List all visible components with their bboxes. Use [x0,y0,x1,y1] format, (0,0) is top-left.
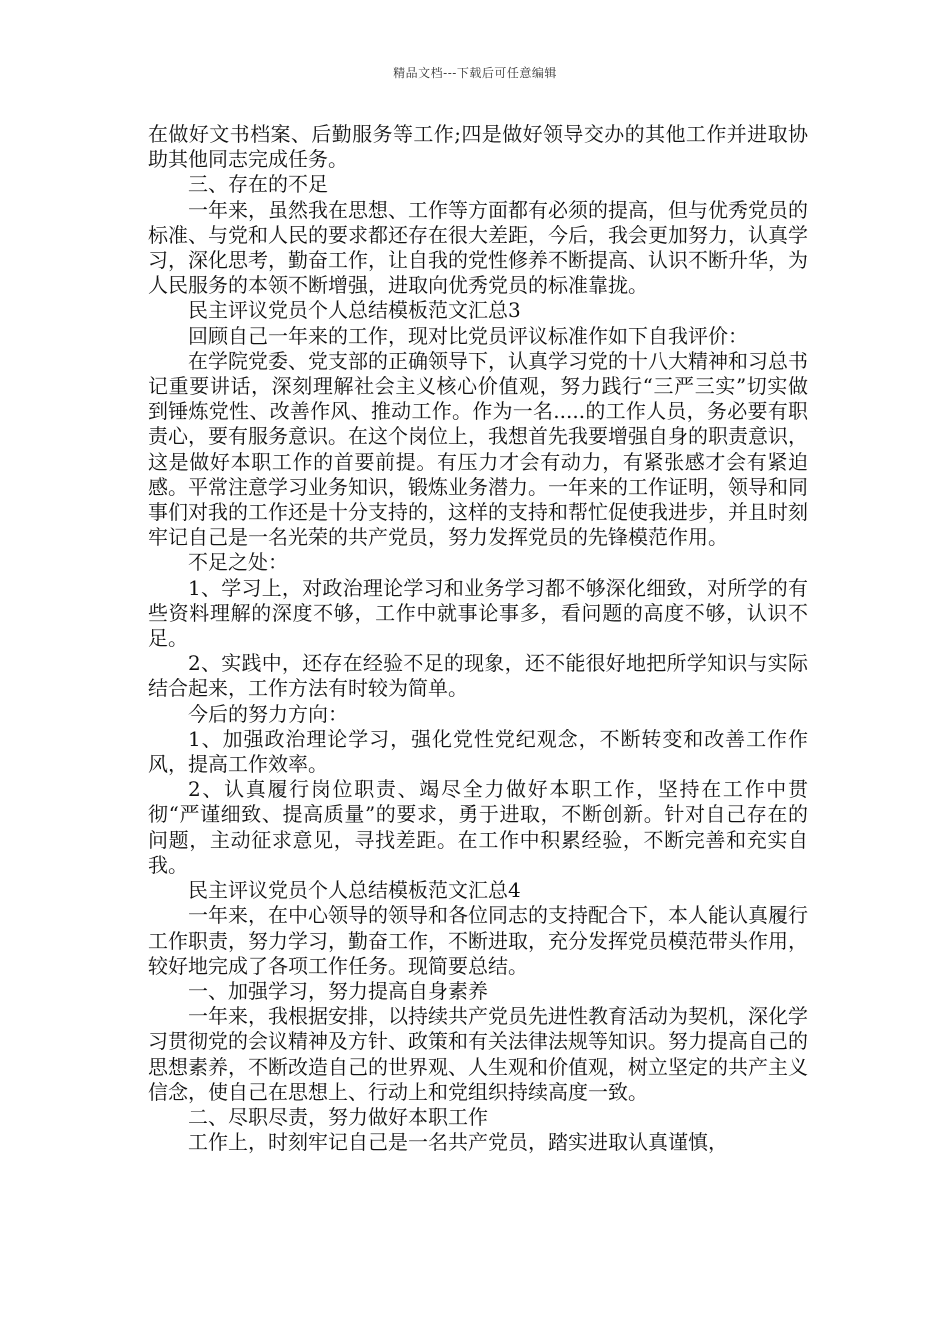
section-heading: 民主评议党员个人总结模板范文汇总3 [188,298,521,323]
paragraph: 一年来，虽然我在思想、工作等方面都有必须的提高，但与优秀党员的标准、与党和人民的要求都还存在很大差距，今后，我会更加努力，认真学习，深化思考，勤奋工作，让自我的党性修养不断提高、认识不断升华，为人民服务的本领不断增强，进取向优秀党员的标准靠拢。 [148,197,808,298]
section-heading: 不足之处： [188,550,288,575]
paragraph: 工作上，时刻牢记自己是一名共产党员，踏实进取认真谨慎， [188,1130,728,1155]
section-heading: 民主评议党员个人总结模板范文汇总4 [188,878,521,903]
list-item: 1、加强政治理论学习，强化党性党纪观念，不断转变和改善工作作风，提高工作效率。 [148,726,808,777]
section-heading: 今后的努力方向： [188,701,348,726]
section-heading: 二、尽职尽责，努力做好本职工作 [188,1104,488,1129]
paragraph: 在做好文书档案、后勤服务等工作;四是做好领导交办的其他工作并进取协助其他同志完成任务。 [148,122,808,172]
section-heading: 一、加强学习，努力提高自身素养 [188,978,488,1003]
paragraph: 一年来，我根据安排，以持续共产党员先进性教育活动为契机，深化学习贯彻党的会议精神及方针、政策和有关法律法规等知识。努力提高自己的思想素养，不断改造自己的世界观、人生观和价值观，树立坚定的共产主义信念，使自己在思想上、行动上和党组织持续高度一致。 [148,1004,808,1104]
document-body [148,122,808,1155]
section-heading: 三、存在的不足 [188,172,328,197]
paragraph: 在学院党委、党支部的正确领导下，认真学习党的十八大精神和习总书记重要讲话，深刻理解社会主义核心价值观，努力践行“三严三实”切实做到锤炼党性、改善作风、推动工作。作为一名.....的工作人员，务必要有职责心，要有服务意识。在这个岗位上，我想首先我要增强自身的职责意识，这是做好本职工作的首要前提。有压力才会有动力，有紧张感才会有紧迫感。平常注意学习业务知识，锻炼业务潜力。一年来的工作证明，领导和同事们对我的工作还是十分支持的，这样的支持和帮忙促使我进步，并且时刻牢记自己是一名光荣的共产党员，努力发挥党员的先锋模范作用。 [148,348,808,550]
list-item: 2、认真履行岗位职责、竭尽全力做好本职工作，坚持在工作中贯彻“严谨细致、提高质量”的要求，勇于进取，不断创新。针对自己存在的问题，主动征求意见，寻找差距。在工作中积累经验，不断完善和充实自我。 [148,777,808,877]
paragraph: 一年来，在中心领导的领导和各位同志的支持配合下，本人能认真履行工作职责，努力学习，勤奋工作，不断进取，充分发挥党员模范带头作用，较好地完成了各项工作任务。现简要总结。 [148,903,808,978]
paragraph: 回顾自己一年来的工作，现对比党员评议标准作如下自我评价： [188,323,748,348]
page-header: 精品文档---下载后可任意编辑 [393,66,557,80]
list-item: 1、学习上，对政治理论学习和业务学习都不够深化细致，对所学的有些资料理解的深度不够，工作中就事论事多，看问题的高度不够，认识不足。 [148,575,808,651]
list-item: 2、实践中，还存在经验不足的现象，还不能很好地把所学知识与实际结合起来，工作方法有时较为简单。 [148,651,808,701]
